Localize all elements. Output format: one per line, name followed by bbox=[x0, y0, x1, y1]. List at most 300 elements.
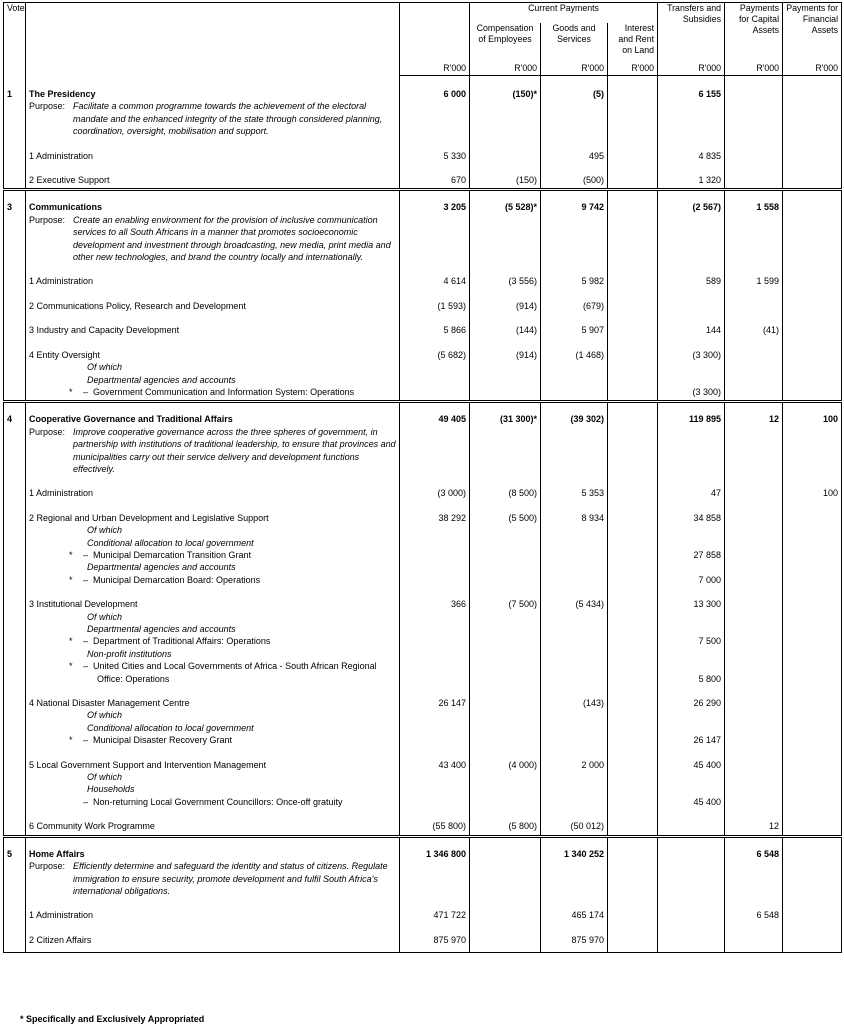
dash-marker: – bbox=[83, 636, 89, 647]
goods-value: 5 353 bbox=[541, 487, 608, 499]
spacer-cell bbox=[541, 685, 608, 697]
empty-cell bbox=[541, 860, 608, 897]
spacer-cell bbox=[26, 836, 400, 848]
purpose-label: Purpose: bbox=[29, 101, 66, 112]
empty-cell bbox=[783, 709, 842, 721]
interest-value bbox=[608, 174, 658, 186]
empty-cell bbox=[608, 796, 658, 808]
spacer-cell bbox=[725, 836, 783, 848]
goods-value: (5) bbox=[541, 88, 608, 100]
category-label: Non-profit institutions bbox=[87, 648, 172, 659]
spacer-cell bbox=[608, 312, 658, 324]
sub-row bbox=[4, 722, 842, 734]
empty-cell bbox=[470, 537, 541, 549]
sub-row bbox=[4, 623, 842, 635]
item-label: Municipal Disaster Recovery Grant bbox=[93, 735, 233, 746]
programme-name: 1 Administration bbox=[26, 909, 400, 921]
spacer-cell bbox=[658, 288, 725, 300]
vote-number bbox=[4, 783, 26, 795]
goods-value: (143) bbox=[541, 697, 608, 709]
goods-header: Goods and Services bbox=[541, 23, 608, 63]
programme-row bbox=[4, 697, 842, 709]
spacer-cell bbox=[725, 138, 783, 150]
empty-cell bbox=[541, 709, 608, 721]
spacer-cell bbox=[783, 808, 842, 820]
vote-number bbox=[4, 759, 26, 771]
transfers-value: (3 300) bbox=[658, 349, 725, 361]
vote-row bbox=[4, 413, 842, 425]
vote-row bbox=[4, 88, 842, 100]
spacer-cell bbox=[608, 76, 658, 89]
comp-value: (3 556) bbox=[470, 275, 541, 287]
spacer-cell bbox=[608, 190, 658, 202]
comp-value bbox=[470, 934, 541, 946]
spacer-cell bbox=[470, 897, 541, 909]
empty-cell bbox=[608, 709, 658, 721]
empty-cell bbox=[541, 426, 608, 476]
spacer-cell bbox=[541, 190, 608, 202]
total-value: 3 205 bbox=[400, 201, 470, 213]
capital-value bbox=[725, 697, 783, 709]
capital-value: 12 bbox=[725, 413, 783, 425]
vote-number bbox=[4, 697, 26, 709]
empty-cell bbox=[400, 734, 470, 746]
total-value: 6 000 bbox=[400, 88, 470, 100]
transfers-value: 144 bbox=[658, 324, 725, 336]
spacer-row bbox=[4, 162, 842, 174]
programme-name: 6 Community Work Programme bbox=[26, 820, 400, 832]
empty-cell bbox=[658, 100, 725, 137]
goods-value: (50 012) bbox=[541, 820, 608, 832]
financial-value bbox=[783, 909, 842, 921]
empty-cell bbox=[470, 623, 541, 635]
interest-value bbox=[608, 697, 658, 709]
spacer-cell bbox=[541, 263, 608, 275]
total-value: 1 346 800 bbox=[400, 848, 470, 860]
empty-cell bbox=[608, 734, 658, 746]
sub-label bbox=[26, 549, 400, 561]
programme-name: 2 Regional and Urban Development and Legislative Support bbox=[26, 512, 400, 524]
sub-label bbox=[26, 524, 400, 536]
spacer-cell bbox=[725, 897, 783, 909]
empty-cell bbox=[470, 709, 541, 721]
spacer-cell bbox=[658, 897, 725, 909]
bottom-cell bbox=[470, 946, 541, 953]
spacer-cell bbox=[725, 288, 783, 300]
empty-cell bbox=[541, 611, 608, 623]
capital-value bbox=[725, 759, 783, 771]
programme-name: 5 Local Government Support and Intervention Management bbox=[26, 759, 400, 771]
empty-cell bbox=[541, 734, 608, 746]
spacer-cell bbox=[4, 747, 26, 759]
spacer-cell bbox=[4, 500, 26, 512]
vote-row bbox=[4, 201, 842, 213]
purpose-label: Purpose: bbox=[29, 214, 66, 225]
empty-cell bbox=[783, 860, 842, 897]
category-label: Departmental agencies and accounts bbox=[87, 624, 236, 634]
vote-number bbox=[4, 611, 26, 623]
empty-cell bbox=[400, 771, 470, 783]
spacer-cell bbox=[608, 586, 658, 598]
comp-header: Compensation of Employees bbox=[470, 23, 541, 63]
transfers-value bbox=[658, 709, 725, 721]
spacer-cell bbox=[783, 312, 842, 324]
vote-row bbox=[4, 848, 842, 860]
spacer-cell bbox=[4, 76, 26, 89]
spacer-cell bbox=[783, 685, 842, 697]
empty-cell bbox=[725, 623, 783, 635]
empty-cell bbox=[541, 648, 608, 660]
spacer-cell bbox=[725, 337, 783, 349]
vote-number bbox=[4, 549, 26, 561]
empty-cell bbox=[400, 386, 470, 398]
empty-cell bbox=[725, 537, 783, 549]
goods-value: 8 934 bbox=[541, 512, 608, 524]
total-value: 670 bbox=[400, 174, 470, 186]
dash-marker: – bbox=[83, 386, 89, 397]
empty-cell bbox=[400, 611, 470, 623]
empty-cell bbox=[608, 860, 658, 897]
transfers-value bbox=[658, 361, 725, 373]
star-marker: * bbox=[69, 386, 73, 397]
spacer-cell bbox=[541, 897, 608, 909]
spacer-cell bbox=[783, 288, 842, 300]
vote-number bbox=[4, 275, 26, 287]
interest-value bbox=[608, 909, 658, 921]
spacer-cell bbox=[725, 190, 783, 202]
spacer-cell bbox=[4, 138, 26, 150]
empty-cell bbox=[783, 561, 842, 573]
empty-cell bbox=[608, 660, 658, 672]
empty-cell bbox=[400, 635, 470, 647]
spacer-cell bbox=[470, 402, 541, 414]
appropriation-table bbox=[3, 2, 842, 953]
spacer-cell bbox=[608, 263, 658, 275]
spacer-cell bbox=[658, 76, 725, 89]
transfers-value bbox=[658, 623, 725, 635]
transfers-value bbox=[658, 771, 725, 783]
sub-label bbox=[26, 673, 400, 685]
sub-label bbox=[26, 361, 400, 373]
programme-row bbox=[4, 934, 842, 946]
empty-cell bbox=[400, 648, 470, 660]
category-label: Departmental agencies and accounts bbox=[87, 374, 236, 385]
goods-value: (679) bbox=[541, 300, 608, 312]
vote-number bbox=[4, 934, 26, 946]
goods-value: (1 468) bbox=[541, 349, 608, 361]
empty-cell bbox=[725, 722, 783, 734]
goods-value: 495 bbox=[541, 150, 608, 162]
empty-cell bbox=[608, 524, 658, 536]
spacer-cell bbox=[26, 808, 400, 820]
spacer-cell bbox=[26, 500, 400, 512]
star-marker: * bbox=[69, 735, 73, 746]
spacer-cell bbox=[725, 922, 783, 934]
sub-row bbox=[4, 361, 842, 373]
transfers-value: 47 bbox=[658, 487, 725, 499]
empty-cell bbox=[783, 734, 842, 746]
financial-value bbox=[783, 201, 842, 213]
sub-row bbox=[4, 648, 842, 660]
goods-value: 1 340 252 bbox=[541, 848, 608, 860]
bottom-cell bbox=[541, 946, 608, 953]
spacer-cell bbox=[4, 685, 26, 697]
empty-cell bbox=[608, 783, 658, 795]
vote-number bbox=[4, 561, 26, 573]
programme-name: 2 Citizen Affairs bbox=[26, 934, 400, 946]
sub-row bbox=[4, 386, 842, 398]
vote-number bbox=[4, 214, 26, 264]
programme-row bbox=[4, 324, 842, 336]
empty-cell bbox=[608, 100, 658, 137]
empty-cell bbox=[541, 100, 608, 137]
empty-cell bbox=[400, 361, 470, 373]
goods-value: 465 174 bbox=[541, 909, 608, 921]
vote-number bbox=[4, 796, 26, 808]
item-label: Municipal Demarcation Board: Operations bbox=[93, 574, 261, 585]
transfers-value bbox=[658, 909, 725, 921]
spacer-cell bbox=[400, 922, 470, 934]
empty-cell bbox=[541, 374, 608, 386]
capital-value: (41) bbox=[725, 324, 783, 336]
sub-row bbox=[4, 549, 842, 561]
total-value: (55 800) bbox=[400, 820, 470, 832]
spacer-cell bbox=[400, 500, 470, 512]
empty-cell bbox=[400, 709, 470, 721]
capital-value bbox=[725, 487, 783, 499]
interest-value bbox=[608, 487, 658, 499]
transfers-value bbox=[658, 722, 725, 734]
financial-value bbox=[783, 349, 842, 361]
spacer-cell bbox=[541, 500, 608, 512]
empty-cell bbox=[541, 537, 608, 549]
goods-value: (39 302) bbox=[541, 413, 608, 425]
empty-cell bbox=[783, 648, 842, 660]
spacer-cell bbox=[26, 312, 400, 324]
transfers-value bbox=[658, 374, 725, 386]
transfers-value: 5 800 bbox=[658, 673, 725, 685]
vote-number bbox=[4, 524, 26, 536]
spacer-cell bbox=[4, 475, 26, 487]
empty-cell bbox=[725, 771, 783, 783]
spacer-cell bbox=[400, 190, 470, 202]
empty-cell bbox=[541, 722, 608, 734]
sub-label bbox=[26, 374, 400, 386]
financial-value: 100 bbox=[783, 413, 842, 425]
bottom-cell bbox=[783, 946, 842, 953]
sub-row bbox=[4, 561, 842, 573]
empty-cell bbox=[725, 796, 783, 808]
spacer-row bbox=[4, 586, 842, 598]
empty-cell bbox=[783, 660, 842, 672]
comp-value: (914) bbox=[470, 349, 541, 361]
empty-cell bbox=[725, 611, 783, 623]
spacer-cell bbox=[4, 808, 26, 820]
sub-label bbox=[26, 771, 400, 783]
purpose-text: Efficiently determine and safeguard the identity and status of citizens. Regulate immigration to ensure security, promote development and fulfil South Africa's international obligations. bbox=[73, 861, 388, 896]
programme-row bbox=[4, 487, 842, 499]
programme-row bbox=[4, 275, 842, 287]
vote-number bbox=[4, 623, 26, 635]
unit-goods: R'000 bbox=[541, 63, 608, 76]
capital-value bbox=[725, 934, 783, 946]
vote-number bbox=[4, 635, 26, 647]
unit-comp: R'000 bbox=[470, 63, 541, 76]
programme-row bbox=[4, 598, 842, 610]
comp-value: (31 300)* bbox=[470, 413, 541, 425]
transfers-value bbox=[658, 561, 725, 573]
empty-cell bbox=[783, 361, 842, 373]
vote-number: 4 bbox=[4, 413, 26, 425]
spacer-cell bbox=[4, 836, 26, 848]
capital-value: 6 548 bbox=[725, 848, 783, 860]
spacer-cell bbox=[608, 747, 658, 759]
total-value: (3 000) bbox=[400, 487, 470, 499]
spacer-cell bbox=[541, 586, 608, 598]
empty-cell bbox=[783, 100, 842, 137]
empty-cell bbox=[470, 611, 541, 623]
spacer-cell bbox=[4, 337, 26, 349]
empty-cell bbox=[658, 860, 725, 897]
vote-name: The Presidency bbox=[26, 88, 400, 100]
spacer-cell bbox=[470, 288, 541, 300]
goods-value: 9 742 bbox=[541, 201, 608, 213]
spacer-cell bbox=[658, 836, 725, 848]
programme-name: 4 Entity Oversight bbox=[26, 349, 400, 361]
spacer-cell bbox=[541, 922, 608, 934]
spacer-cell bbox=[4, 922, 26, 934]
total-value: 471 722 bbox=[400, 909, 470, 921]
empty-cell bbox=[608, 214, 658, 264]
interest-value bbox=[608, 512, 658, 524]
empty-cell bbox=[470, 648, 541, 660]
spacer-cell bbox=[470, 475, 541, 487]
sub-label bbox=[26, 722, 400, 734]
financial-value bbox=[783, 88, 842, 100]
spacer-cell bbox=[658, 922, 725, 934]
empty-cell bbox=[541, 361, 608, 373]
spacer-cell bbox=[400, 747, 470, 759]
financial-value bbox=[783, 598, 842, 610]
total-value: 49 405 bbox=[400, 413, 470, 425]
transfers-value bbox=[658, 524, 725, 536]
spacer-cell bbox=[400, 337, 470, 349]
spacer-cell bbox=[541, 162, 608, 174]
spacer-cell bbox=[26, 586, 400, 598]
comp-value: (5 500) bbox=[470, 512, 541, 524]
spacer-cell bbox=[26, 475, 400, 487]
vote-number bbox=[4, 100, 26, 137]
spacer-cell bbox=[541, 402, 608, 414]
empty-cell bbox=[658, 426, 725, 476]
sub-row bbox=[4, 374, 842, 386]
spacer-cell bbox=[470, 76, 541, 89]
vote-header: Vote bbox=[4, 3, 26, 76]
sub-label bbox=[26, 734, 400, 746]
spacer-row bbox=[4, 685, 842, 697]
spacer-cell bbox=[470, 162, 541, 174]
empty-cell bbox=[470, 574, 541, 586]
spacer-cell bbox=[541, 76, 608, 89]
capital-value: 1 558 bbox=[725, 201, 783, 213]
vote-number: 1 bbox=[4, 88, 26, 100]
goods-value: 5 982 bbox=[541, 275, 608, 287]
spacer-cell bbox=[470, 808, 541, 820]
spacer-cell bbox=[725, 402, 783, 414]
empty-cell bbox=[541, 214, 608, 264]
vote-name: Communications bbox=[26, 201, 400, 213]
spacer-cell bbox=[541, 288, 608, 300]
spacer-cell bbox=[26, 897, 400, 909]
of-which-label: Of which bbox=[87, 525, 123, 536]
empty-cell bbox=[608, 386, 658, 398]
purpose-cell bbox=[26, 860, 400, 897]
spacer-cell bbox=[725, 263, 783, 275]
spacer-cell bbox=[783, 190, 842, 202]
interest-value bbox=[608, 759, 658, 771]
empty-cell bbox=[783, 722, 842, 734]
spacer-cell bbox=[470, 138, 541, 150]
sub-row bbox=[4, 771, 842, 783]
spacer-cell bbox=[26, 76, 400, 89]
empty-cell bbox=[400, 524, 470, 536]
spacer-cell bbox=[541, 138, 608, 150]
empty-cell bbox=[725, 734, 783, 746]
spacer-cell bbox=[26, 337, 400, 349]
empty-cell bbox=[725, 709, 783, 721]
programme-row bbox=[4, 300, 842, 312]
spacer-cell bbox=[400, 836, 470, 848]
vote-number bbox=[4, 660, 26, 672]
spacer-cell bbox=[400, 162, 470, 174]
empty-cell bbox=[541, 623, 608, 635]
transfers-value: 589 bbox=[658, 275, 725, 287]
transfers-value bbox=[658, 820, 725, 832]
vote-number bbox=[4, 771, 26, 783]
transfers-value: 7 000 bbox=[658, 574, 725, 586]
spacer-cell bbox=[541, 836, 608, 848]
spacer-cell bbox=[4, 162, 26, 174]
spacer-cell bbox=[541, 747, 608, 759]
empty-cell bbox=[470, 734, 541, 746]
sub-row bbox=[4, 611, 842, 623]
sub-label bbox=[26, 783, 400, 795]
comp-value: (8 500) bbox=[470, 487, 541, 499]
transfers-value bbox=[658, 611, 725, 623]
empty-cell bbox=[541, 561, 608, 573]
transfers-value: 34 858 bbox=[658, 512, 725, 524]
empty-cell bbox=[783, 386, 842, 398]
vote-name: Cooperative Governance and Traditional Affairs bbox=[26, 413, 400, 425]
spacer-cell bbox=[400, 288, 470, 300]
empty-cell bbox=[541, 673, 608, 685]
vote-number bbox=[4, 512, 26, 524]
spacer-cell bbox=[783, 475, 842, 487]
transfers-value bbox=[658, 848, 725, 860]
empty-cell bbox=[783, 537, 842, 549]
purpose-cell bbox=[26, 100, 400, 137]
vote-number bbox=[4, 426, 26, 476]
sub-row bbox=[4, 574, 842, 586]
empty-cell bbox=[400, 100, 470, 137]
spacer-cell bbox=[783, 337, 842, 349]
spacer-row bbox=[4, 747, 842, 759]
spacer-cell bbox=[725, 162, 783, 174]
financial-value: 100 bbox=[783, 487, 842, 499]
empty-cell bbox=[470, 549, 541, 561]
spacer-cell bbox=[608, 685, 658, 697]
item-label: Municipal Demarcation Transition Grant bbox=[93, 549, 252, 560]
